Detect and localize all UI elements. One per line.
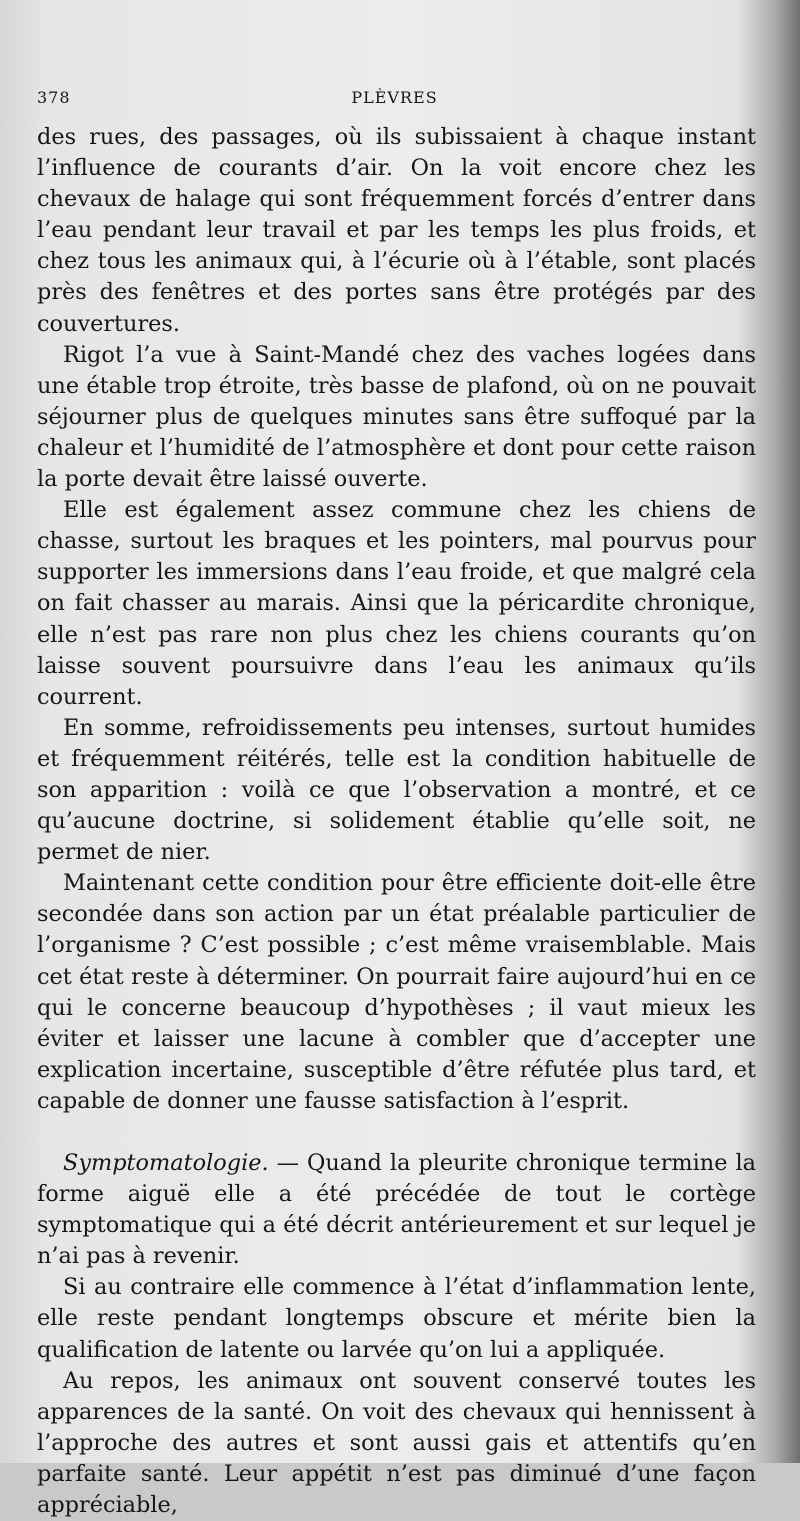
page-body [37, 122, 756, 1521]
section-lead-text: Quand la pleurite chronique termine la forme aiguë elle a été précédée de tout le cortège symptomatique qui a été décrit antérieurement et sur lequel je n’ai pas à revenir. [37, 1150, 756, 1270]
paragraph: Maintenant cette condition pour être efficiente doit-elle être secondée dans son action par un état préalable particulier de l’organisme ? C’est possible ; c’est même vraisemblable. Mais cet état reste à déterminer. On pourrait faire aujourd’hui en ce qui le concerne beaucoup d’hypothèses ; il vaut mieux les éviter et laisser une lacune à combler que d’accepter une explication incertaine, susceptible d’être réfutée plus tard, et capable de donner une fausse satisfaction à l’esprit. [37, 870, 756, 1114]
paragraph: Au repos, les animaux ont souvent conservé toutes les apparences de la santé. On voit des chevaux qui hennissent à l’approche des autres et sont aussi gais et attentifs qu’en parfaite santé. Leur appétit n’est pas diminué d’une façon appréciable, [37, 1367, 756, 1519]
paragraph: Si au contraire elle commence à l’état d’inflammation lente, elle reste pendant longtemps obscure et mérite bien la qualification de latente ou larvée qu’on lui a appliquée. [37, 1274, 756, 1363]
section-title: Symptomatologie. [63, 1150, 269, 1176]
running-head: PLÈVRES [351, 88, 438, 107]
paragraph: des rues, des passages, où ils subissaient à chaque instant l’influence de courants d’air. On la voit encore chez les chevaux de halage qui sont fréquemment forcés d’entrer dans l’eau pendant leur travail et par les temps les plus froids, et chez tous les animaux qui, à l’écurie où à l’étable, sont placés près des fenêtres et des portes sans être protégés par des couvertures. [37, 124, 756, 337]
page-number: 378 [37, 88, 71, 107]
page-header [37, 88, 752, 112]
paragraph: Rigot l’a vue à Saint-Mandé chez des vaches logées dans une étable trop étroite, très basse de plafond, où on ne pouvait séjourner plus de quelques minutes sans être suffoqué par la chaleur et l’humidité de l’atmosphère et dont pour cette raison la porte devait être laissé ouverte. [37, 341, 756, 493]
section-paragraph [37, 1148, 756, 1272]
paragraph: Elle est également assez commune chez les chiens de chasse, surtout les braques et les pointers, mal pourvus pour supporter les immersions dans l’eau froide, et que malgré cela on fait chasser au marais. Ainsi que la péricardite chronique, elle n’est pas rare non plus chez les chiens courants qu’on laisse souvent poursuivre dans l’eau les animaux qu’ils courrent. [37, 497, 756, 710]
section-dash: — [268, 1150, 308, 1176]
paragraph: En somme, refroidissements peu intenses, surtout humides et fréquemment réitérés, telle est la condition habituelle de son apparition : voilà ce que l’observation a montré, et ce qu’aucune doctrine, si solidement établie qu’elle soit, ne permet de nier. [37, 714, 756, 866]
